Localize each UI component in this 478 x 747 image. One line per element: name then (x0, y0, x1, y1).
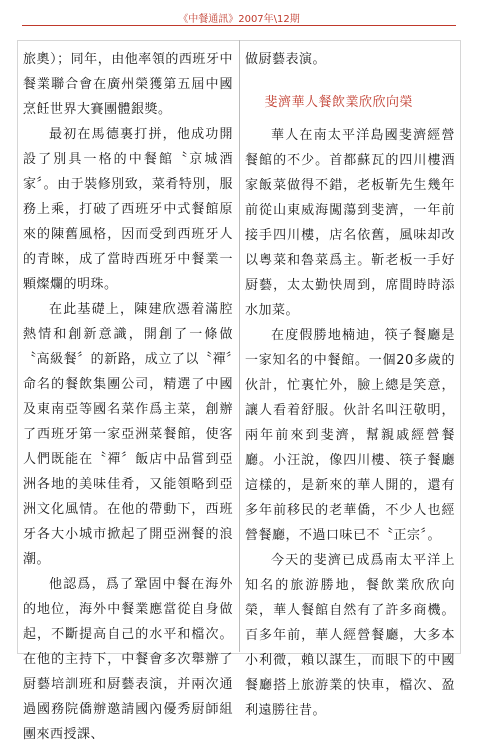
right-column (245, 47, 455, 723)
paragraph: 他認爲，爲了鞏固中餐在海外的地位，海外中餐業應當從自身做起，不斷提高自己的水平和檔次。在他的主持下，中餐會多次舉辦了厨藝培訓班和厨藝表演，并兩次通過國務院僑辦邀請國內優秀厨師組團來西授課、 (23, 577, 233, 742)
paragraph: 華人在南太平洋島國斐濟經營餐館的不少。首都蘇瓦的四川樓酒家飯菜做得不錯，老板靳先生幾年前從山東威海闖蕩到斐濟，一年前接手四川樓，店名依舊，風味却改以粵菜和魯菜爲主。靳老板一手好厨藝，太太勤快周到，席間時時添水加菜。 (245, 128, 455, 318)
paragraph: 今天的斐濟已成爲南太平洋上知名的旅游勝地，餐飲業欣欣向榮，華人餐館自然有了許多商機。百多年前，華人經營餐廳，大多本小利微，賴以謀生，而眼下的中國餐廳搭上旅游業的快車，檔次、盈利遠勝往昔。 (245, 553, 455, 718)
header-rule (22, 25, 456, 26)
section-heading: 斐濟華人餐飲業欣欣向榮 (264, 95, 414, 110)
paragraph: 旅奧）；同年，由他率領的西班牙中餐業聯合會在廣州榮獲第五屆中國烹飪世界大賽團體銀獎。 (23, 52, 233, 117)
journal-header: 《中餐通訊》2007年\12期 (178, 14, 300, 25)
paragraph: 在度假勝地楠迪，筷子餐廳是一家知名的中餐館。一個20多歲的伙計，忙裏忙外，臉上總是笑意，讓人看着舒服。伙計名叫汪敬明，兩年前來到斐濟，幫親戚經營餐廳。小汪說，像四川樓、筷子餐廳這樣的，是新來的華人開的，還有多年前移民的老華僑，不少人也經營餐廳，不過口味已不〝正宗〞。 (245, 328, 455, 543)
left-column (23, 47, 233, 747)
paragraph: 最初在馬德裏打拼，他成功開設了別具一格的中餐館〝京城酒家〞。由于裝修別致，菜肴特別，服務上乘，打破了西班牙中式餐館原來的陳舊風格，因而受到西班牙人的青睞，成了當時西班牙中餐業一顆燦爛的明珠。 (23, 127, 233, 292)
column-divider (239, 40, 240, 652)
paragraph: 在此基礎上，陳建欣憑着滿腔熱情和創新意識，開創了一條做〝高級餐〞的新路，成立了以〝禪〞命名的餐飲集團公司，精選了中國及東南亞等國名菜作爲主菜，創辦了西班牙第一家亞洲菜餐館，使客人們既能在〝禪〞飯店中品嘗到亞洲各地的美味佳肴，又能領略到亞洲文化風情。在他的帶動下，西班牙各大小城市掀起了開亞洲餐的浪潮。 (23, 302, 233, 567)
paragraph: 做厨藝表演。 (245, 52, 327, 67)
